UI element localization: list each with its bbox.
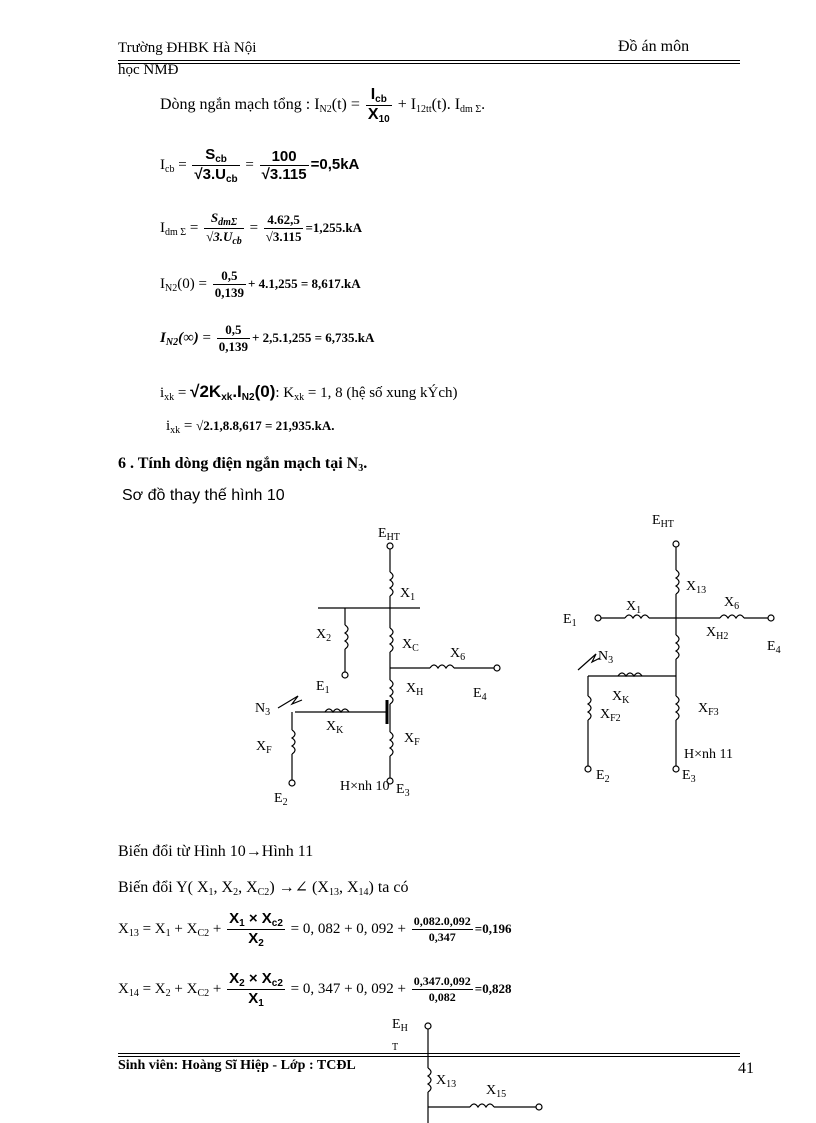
svg-text:T: T bbox=[392, 1042, 399, 1053]
eq-x14: $X_{14} = X_2 + X_{C2}$ + $\frac{X_2 \times X_{c2}}{X_1}$ = 0, 347 + 0, 092 + $\frac{0,347.0,092}{0,082}$ =0,828 bbox=[118, 970, 512, 1009]
eq-x13: $X_{13} = X_1 + X_{C2}$ + $\frac{X_1 \times X_{c2}}{X_2}$ = 0, 082 + 0, 092 + $\frac{0,082.0,092}{0,347}$ =0,196 bbox=[118, 910, 512, 949]
svg-text:E1: $E_1$ bbox=[316, 679, 330, 696]
svg-text:E2: $E_2$ bbox=[274, 791, 288, 808]
svg-text:E2: $E_2$ bbox=[596, 768, 610, 785]
eq-ixk-calc: $i_{xk} = √2.1,8.8,617 = 21,935.kA$. bbox=[166, 418, 335, 436]
svg-text:E4: $E_4$ bbox=[767, 639, 781, 656]
svg-text:E1: $E_1$ bbox=[563, 612, 577, 629]
svg-text:E3: $E_3$ bbox=[682, 768, 696, 785]
eq-total-current: Dòng ngắn mạch tổng : $I_{N2}(t)$ = $\frac{I_{cb}}{X_{10}}$ + $I_{12tt}(t)$. $I_{dm \Sigma}$. bbox=[160, 86, 486, 125]
eq-icb: $I_{cb}$ = $\frac{S_{cb}}{√3.U_{cb}}$ = $\frac{100}{√3.115}$ =0,5kA bbox=[160, 146, 360, 185]
svg-text:XC: $X_C$ bbox=[402, 637, 419, 654]
header-school: Trường ĐHBK Hà Nội bbox=[118, 40, 257, 56]
svg-text:X1: $X_1$ bbox=[626, 599, 642, 616]
idm-den: √3.115 bbox=[265, 229, 302, 244]
x14-den: 0,082 bbox=[428, 990, 456, 1004]
transform-line-2: Biến đổi Y( $X_1$, $X_2$, $X_{C2}$) →∠ ($X_{13}$, $X_{14}$) ta có bbox=[118, 879, 409, 898]
header-course: Đồ án môn bbox=[618, 38, 690, 55]
header-continuation: học NMĐ bbox=[118, 62, 179, 78]
svg-text:XF: $X_F$ bbox=[256, 739, 272, 756]
svg-text:X6: $X_6$ bbox=[450, 646, 466, 663]
svg-text:XK: $X_K$ bbox=[612, 689, 630, 706]
eq-in2-inf: $I_{N2}(\infty)$ = $\frac{0,5}{0,139}$ + 2,5.1,255 = 6,735.kA bbox=[160, 322, 375, 354]
idm-num: 4.62,5 bbox=[264, 212, 304, 229]
svg-text:XK: $X_K$ bbox=[326, 719, 344, 736]
page-number: 41 bbox=[738, 1060, 754, 1077]
figure-10 bbox=[278, 543, 500, 786]
ixk-note: : K bbox=[275, 385, 295, 401]
icb-result: =0,5kA bbox=[310, 155, 360, 173]
footer-rule-2 bbox=[118, 1056, 740, 1057]
diagram-intro: Sơ đồ thay thế hình 10 bbox=[122, 487, 285, 504]
x14-result: =0,828 bbox=[474, 980, 512, 996]
eq-total-label: Dòng ngắn mạch tổng : I bbox=[160, 96, 320, 114]
svg-text:E3: $E_3$ bbox=[396, 782, 410, 799]
svg-text:XF3: $X_{F3}$ bbox=[698, 701, 719, 718]
svg-text:N3: $N_3$ bbox=[598, 649, 614, 666]
in2-0-rest: + 4.1,255 = 8,617.kA bbox=[247, 275, 361, 291]
figure-10-caption: H×nh 10 bbox=[340, 779, 390, 794]
in2-inf-rest: + 2,5.1,255 = 6,735.kA bbox=[251, 329, 375, 345]
in2-0-den: 0,139 bbox=[214, 285, 244, 300]
figure-11-caption: H×nh 11 bbox=[684, 747, 733, 762]
x13-den: 0,347 bbox=[428, 930, 456, 944]
ixk-value: = 1, 8 (hệ số xung kÝch) bbox=[304, 385, 458, 401]
footer-student: Sinh viên: Hoàng Sĩ Hiệp - Lớp : TCĐL bbox=[118, 1058, 356, 1073]
eq-in2-0: $I_{N2}(0)$ = $\frac{0,5}{0,139}$ + 4.1,255 = 8,617.kA bbox=[160, 268, 361, 300]
ixk-calc: √2.1,8.8,617 = 21,935.kA. bbox=[196, 418, 335, 433]
x14-num: 0,347.0,092 bbox=[413, 974, 471, 988]
svg-text:EHT: $E_{HT}$ bbox=[652, 513, 674, 530]
x14-rhs: = 0, 347 + 0, 092 + bbox=[290, 980, 407, 997]
eq-ixk: $i_{xk} = √2K_{xk}.I_{N2}(0)$: $K_{xk} = 1$, 8 (hệ số xung kÝch) bbox=[160, 382, 458, 403]
svg-text:XF: $X_F$ bbox=[404, 731, 420, 748]
x13-num: 0,082.0,092 bbox=[413, 914, 471, 928]
svg-text:XH2: $X_{H2}$ bbox=[706, 625, 729, 642]
x13-result: =0,196 bbox=[474, 920, 512, 936]
svg-text:X6: $X_6$ bbox=[724, 595, 740, 612]
footer-rule bbox=[118, 1053, 740, 1054]
svg-text:EH: $E_H$ bbox=[392, 1017, 408, 1034]
svg-text:X13: $X_{13}$ bbox=[436, 1073, 457, 1090]
section-title-sub: 3 bbox=[358, 463, 364, 474]
figure-10-labels bbox=[255, 526, 487, 808]
transform-line-1: Biến đổi từ Hình 10→Hình 11 bbox=[118, 843, 314, 860]
svg-text:X1: $X_1$ bbox=[400, 586, 416, 603]
section-title-text: 6 . Tính dòng điện ngắn mạch tại N bbox=[118, 455, 359, 472]
x13-rhs: = 0, 082 + 0, 092 + bbox=[290, 920, 407, 937]
svg-text:N3: $N_3$ bbox=[255, 701, 271, 718]
svg-text:E4: $E_4$ bbox=[473, 686, 487, 703]
svg-text:XF2: $X_{F2}$ bbox=[600, 707, 621, 724]
svg-text:X13: $X_{13}$ bbox=[686, 579, 707, 596]
svg-text:XH: $X_H$ bbox=[406, 681, 424, 698]
in2-0-num: 0,5 bbox=[213, 268, 246, 285]
svg-text:X2: $X_2$ bbox=[316, 627, 332, 644]
section-title: 6 . Tính dòng điện ngắn mạch tại $N_3$. bbox=[118, 455, 368, 474]
svg-text:EHT: $E_{HT}$ bbox=[378, 526, 400, 543]
eq-idm: $I_{dm \Sigma}$ = $\frac{S_{dm\Sigma}}{√3.U_{cb}}$ = $\frac{4.62,5}{√3.115}$ =1,255.kA bbox=[160, 210, 362, 247]
figure-11-labels bbox=[563, 513, 781, 785]
idm-result: =1,255.kA bbox=[305, 219, 362, 235]
svg-text:X15: $X_{15}$ bbox=[486, 1083, 507, 1100]
icb-num: 100 bbox=[260, 148, 309, 166]
